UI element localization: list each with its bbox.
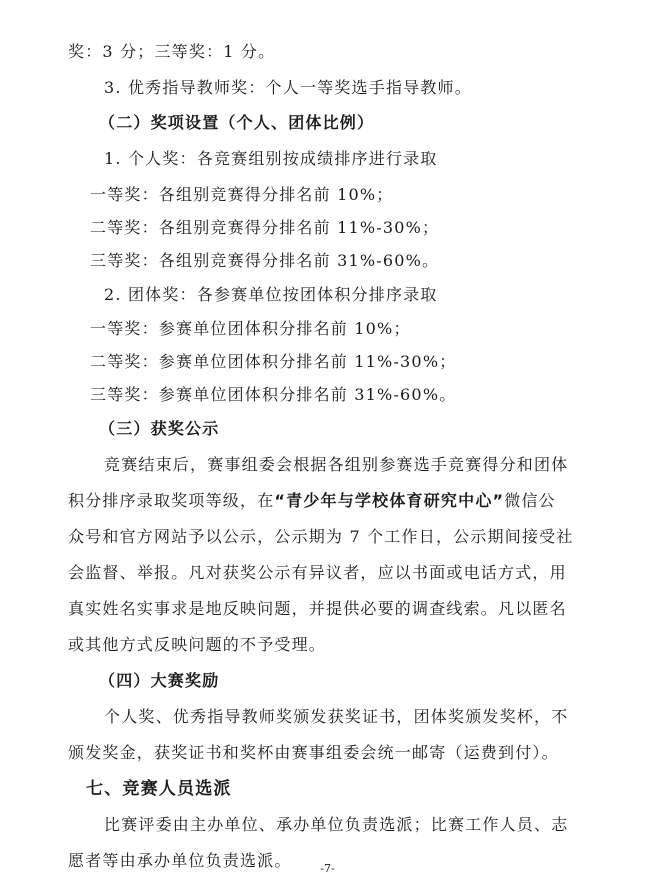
page-number: -7- (320, 862, 335, 875)
paragraph-line: 愿者等由承办单位负责选派。 (68, 851, 292, 870)
section-heading: （三）获奖公示 (99, 419, 220, 438)
chapter-heading: 七、竞赛人员选派 (86, 779, 232, 799)
paragraph-text: 微信公 (504, 491, 556, 510)
paragraph-line: 比赛评委由主办单位、承办单位负责选派；比赛工作人员、志 (104, 815, 569, 834)
paragraph-line: 竞赛结束后，赛事组委会根据各组别参赛选手竞赛得分和团体 (104, 455, 569, 474)
text-line: 2. 团体奖：各参赛单位按团体积分排序录取 (104, 285, 438, 304)
text-line: 奖：3 分；三等奖：1 分。 (68, 42, 276, 61)
center-name: “青少年与学校体育研究中心” (274, 491, 505, 510)
paragraph-line: 个人奖、优秀指导教师奖颁发获奖证书，团体奖颁发奖杯，不 (104, 707, 569, 726)
paragraph-line: 会监督、举报。凡对获奖公示有异议者，应以书面或电话方式，用 (68, 563, 567, 582)
paragraph-line: 众号和官方网站予以公示，公示期为 7 个工作日，公示期间接受社 (68, 527, 574, 546)
paragraph-line: 真实姓名实事求是地反映问题，并提供必要的调查线索。凡以匿名 (68, 599, 567, 618)
text-line: 三等奖：参赛单位团体积分排名前 31%-60%。 (90, 385, 457, 404)
section-heading: （二）奖项设置（个人、团体比例） (99, 113, 375, 132)
paragraph-text: 积分排序录取奖项等级，在 (68, 491, 275, 510)
text-line: 3. 优秀指导教师奖：个人一等奖选手指导教师。 (104, 78, 472, 97)
section-heading: （四）大赛奖励 (99, 671, 220, 690)
text-line: 1. 个人奖：各竞赛组别按成绩排序进行录取 (104, 149, 438, 168)
text-line: 三等奖：各组别竞赛得分排名前 31%-60%。 (90, 251, 440, 270)
text-line: 二等奖：各组别竞赛得分排名前 11%-30%； (90, 218, 440, 237)
text-line: 一等奖：各组别竞赛得分排名前 10%； (90, 185, 394, 204)
text-line: 二等奖：参赛单位团体积分排名前 11%-30%； (90, 352, 457, 371)
paragraph-line: 颁发奖金，获奖证书和奖杯由赛事组委会统一邮寄（运费到付）。 (68, 743, 559, 762)
text-line: 一等奖：参赛单位团体积分排名前 10%； (90, 319, 411, 338)
paragraph-line: 或其他方式反映问题的不予受理。 (68, 635, 327, 654)
paragraph-line (68, 491, 556, 511)
